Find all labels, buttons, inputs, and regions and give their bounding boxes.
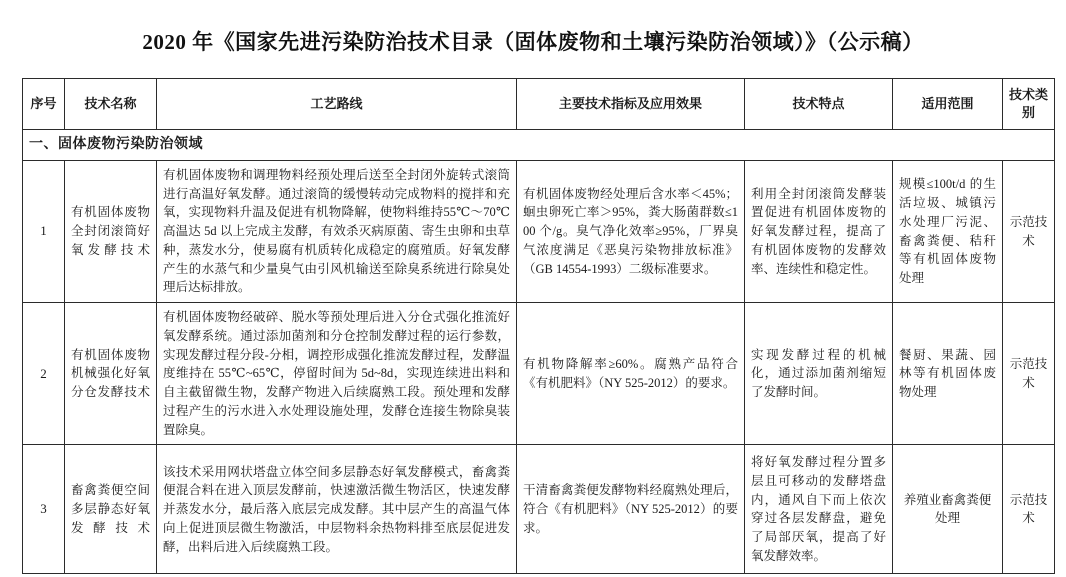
- table-row: [23, 445, 1055, 574]
- technology-catalog-table: [22, 78, 1055, 574]
- section-heading-label: 一、固体废物污染防治领域: [23, 130, 1055, 161]
- technical-features: 实现发酵过程的机械化，通过添加菌剂缩短了发酵时间。: [745, 303, 893, 445]
- technology-category: 示范技术: [1003, 303, 1055, 445]
- technical-features: 利用全封闭滚筒发酵装置促进有机固体废物的好氧发酵过程，提高了有机固体废物的发酵效率、连续性和稳定性。: [745, 160, 893, 302]
- table-body: [23, 130, 1055, 574]
- process-route: 该技术采用网状塔盘立体空间多层静态好氧发酵模式，畜禽粪便混合料在进入顶层发酵前，快速激活微生物活区，快速发酵并蒸发水分，最后落入底层完成发酵。其中层产生的高温气体向上促进顶层微生物激活，中层物料余热物料排至底层促进发酵，出料后进入后续腐熟工段。: [157, 445, 517, 574]
- row-number: 3: [23, 445, 65, 574]
- table-header: [23, 79, 1055, 130]
- section-heading-row: [23, 130, 1055, 161]
- technical-indicators: 干清畜禽粪便发酵物料经腐熟处理后，符合《有机肥料》（NY 525-2012）的要求。: [517, 445, 745, 574]
- application-scope: 养殖业畜禽粪便处理: [893, 445, 1003, 574]
- column-header-feature: 技术特点: [745, 79, 893, 130]
- application-scope: 餐厨、果蔬、园林等有机固体废物处理: [893, 303, 1003, 445]
- technology-name: 有机固体废物机械强化好氧分仓发酵技术: [65, 303, 157, 445]
- technology-name: 有机固体废物全封闭滚筒好氧发酵技术: [65, 160, 157, 302]
- technology-name: 畜禽粪便空间多层静态好氧发酵技术: [65, 445, 157, 574]
- application-scope: 规模≤100t/d 的生活垃圾、城镇污水处理厂污泥、畜禽粪便、秸秆等有机固体废物处理: [893, 160, 1003, 302]
- table-row: [23, 160, 1055, 302]
- technology-category: 示范技术: [1003, 160, 1055, 302]
- technical-indicators: 有机固体废物经处理后含水率＜45%；蛔虫卵死亡率＞95%，粪大肠菌群数≤100 个/g。臭气净化效率≥95%，厂界臭气浓度满足《恶臭污染物排放标准》（GB 14554-1993）二级标准要求。: [517, 160, 745, 302]
- row-number: 2: [23, 303, 65, 445]
- table-header-row: [23, 79, 1055, 130]
- column-header-route: 工艺路线: [157, 79, 517, 130]
- column-header-category: 技术类别: [1003, 79, 1055, 130]
- process-route: 有机固体废物和调理物料经预处理后送至全封闭外旋转式滚筒进行高温好氧发酵。通过滚筒的缓慢转动完成物料的搅拌和充氧，实现物料升温及促进有机物降解，使物料维持55℃～70℃高温达 5d 以上完成主发酵，有效杀灭病原菌、寄生虫卵和虫草种，蒸发水分，使易腐有机质转化成稳定的腐殖质。好氧发酵产生的水蒸气和少量臭气由引风机输送至除臭系统进行除臭处理后达标排放。: [157, 160, 517, 302]
- table-row: [23, 303, 1055, 445]
- column-header-index: 主要技术指标及应用效果: [517, 79, 745, 130]
- column-header-scope: 适用范围: [893, 79, 1003, 130]
- column-header-no: 序号: [23, 79, 65, 130]
- technology-category: 示范技术: [1003, 445, 1055, 574]
- technical-features: 将好氧发酵过程分置多层且可移动的发酵塔盘内，通风自下而上依次穿过各层发酵盘，避免了局部厌氧，提高了好氧发酵效率。: [745, 445, 893, 574]
- page-title: 2020 年《国家先进污染防治技术目录（固体废物和土壤污染防治领域）》（公示稿）: [142, 30, 924, 54]
- document-page: [0, 26, 1066, 577]
- column-header-name: 技术名称: [65, 79, 157, 130]
- process-route: 有机固体废物经破碎、脱水等预处理后进入分仓式强化推流好氧发酵系统。通过添加菌剂和分仓控制发酵过程的运行参数，实现发酵过程分段-分相，调控形成强化推流发酵过程，发酵温度维持在 55℃~65℃，停留时间为 5d~8d，实现连续进出料和自主截留微生物，发酵产物进入后续腐熟工段。预处理和发酵过程产生的污水进入水处理设施处理，发酵仓连接生物除臭装置除臭。: [157, 303, 517, 445]
- technical-indicators: 有机物降解率≥60%。腐熟产品符合《有机肥料》（NY 525-2012）的要求。: [517, 303, 745, 445]
- row-number: 1: [23, 160, 65, 302]
